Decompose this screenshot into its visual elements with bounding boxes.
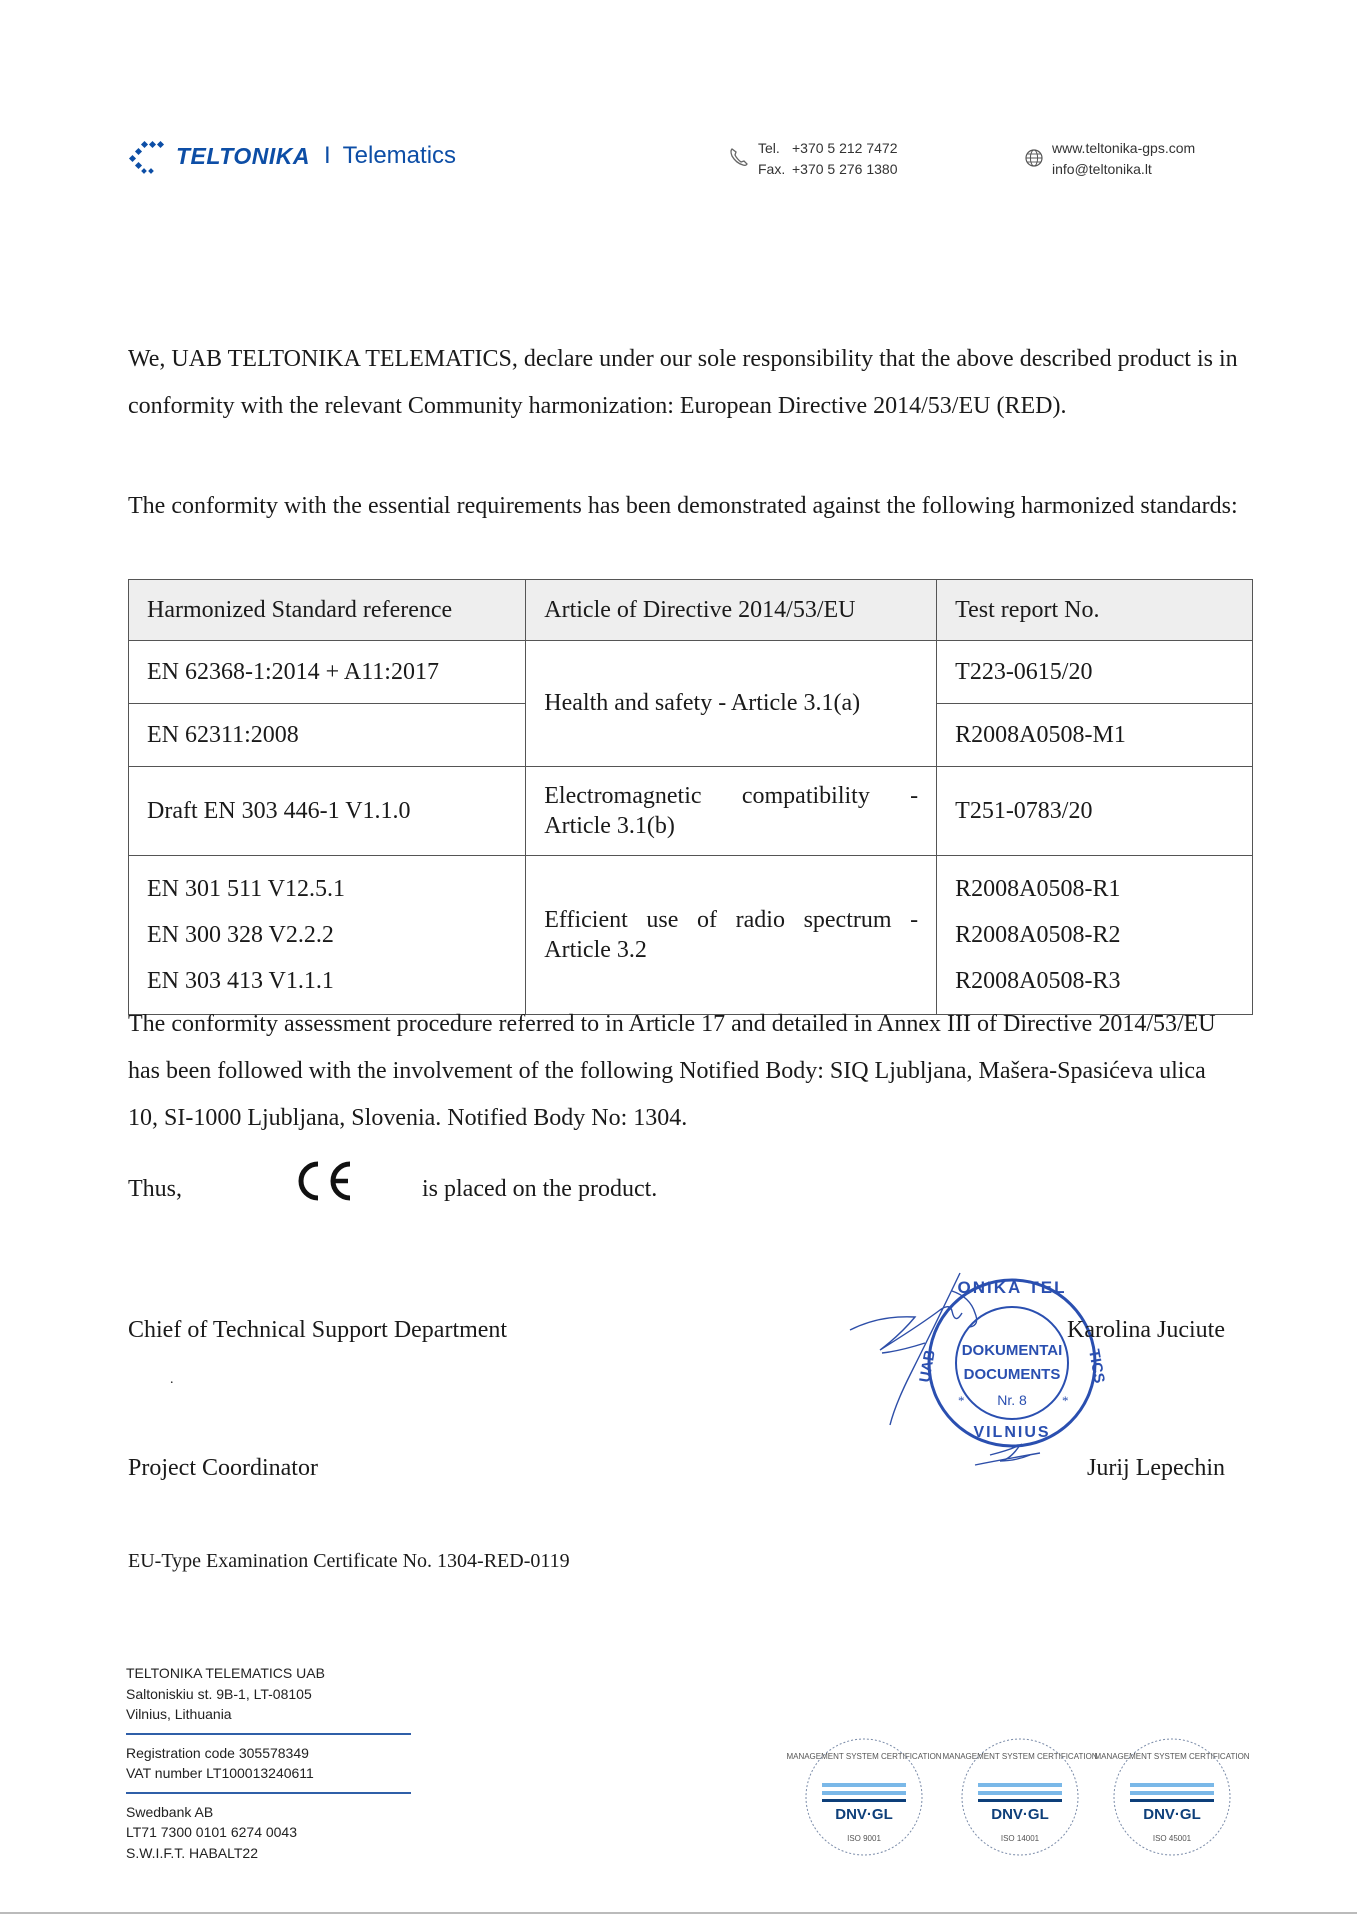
dnv-gl-iso-45001-badge-icon [1094,1733,1250,1861]
placed-on-product-text: is placed on the product. [422,1176,658,1202]
svg-text:Nr. 8: Nr. 8 [997,1392,1027,1408]
globe-icon [1024,148,1044,168]
svg-text:DOCUMENTS: DOCUMENTS [963,1366,1061,1383]
vat-number: VAT number LT100013240611 [126,1765,314,1781]
web-contacts [1024,138,1195,180]
standard-line: EN 300 328 V2.2.2 [147,922,334,948]
report-cell: T251-0783/20 [937,767,1253,856]
company-street: Saltoniskiu st. 9B-1, LT-08105 [126,1685,312,1702]
svg-text:MANAGEMENT SYSTEM CERTIFICATIO: MANAGEMENT SYSTEM CERTIFICATION [1094,1752,1250,1761]
signatory-name: Karolina Juciute [1067,1317,1225,1343]
standard-cell: EN 62368-1:2014 + A11:2017 [129,641,526,704]
company-logo [128,138,456,174]
company-address [126,1663,426,1731]
standard-cell: Draft EN 303 446-1 V1.1.0 [129,767,526,856]
standard-cell [129,856,526,1015]
svg-text:VILNIUS: VILNIUS [973,1424,1051,1441]
table-row [129,641,1253,704]
signature-and-stamp [840,1255,1140,1485]
swift-code: S.W.I.F.T. HABALT22 [126,1844,259,1861]
standard-cell: EN 62311:2008 [129,704,526,767]
dnv-gl-iso-14001-badge-icon [942,1733,1098,1861]
header-article: Article of Directive 2014/53/EU [526,580,937,641]
letterhead [128,132,1233,192]
teltonika-diamond-icon [128,138,174,174]
website-link[interactable]: www.teltonika-gps.com [1052,140,1196,156]
tel-number[interactable]: +370 5 212 7472 [792,140,898,156]
article-cell [526,767,937,856]
thus-text: Thus, [128,1176,182,1202]
standards-intro-paragraph: The conformity with the essential requirements has been demonstrated against the following harmonized standards: [128,493,1238,519]
table-header-row [129,580,1253,641]
ce-mark-icon [288,1156,358,1206]
tel-label: Tel. [758,140,780,156]
bank-account: LT71 7300 0101 6274 0043 [126,1824,298,1840]
harmonized-standards-table [128,579,1253,1015]
svg-text:MANAGEMENT SYSTEM CERTIFICATIO: MANAGEMENT SYSTEM CERTIFICATION [942,1752,1098,1761]
company-footer [126,1663,426,1869]
signatory-role: Chief of Technical Support Department [128,1317,508,1343]
page-bottom-rule [0,1912,1357,1914]
fax-number[interactable]: +370 5 276 1380 [792,161,898,177]
svg-text:DNV·GL: DNV·GL [1143,1806,1201,1823]
footer-divider [126,1733,411,1735]
dnv-gl-iso-9001-badge-icon [786,1733,942,1861]
company-name: TELTONIKA TELEMATICS UAB [126,1665,325,1681]
stray-mark: . [170,1372,174,1387]
svg-text:*: * [1062,1393,1069,1408]
table-row [129,856,1253,1015]
declaration-paragraph: We, UAB TELTONIKA TELEMATICS, declare under our sole responsibility that the above described product is in conformity with the relevant Community harmonization: European Directive 2014/53/EU (RED). [128,346,1238,419]
article-line: Article 3.2 [544,937,647,963]
bank-name: Swedbank AB [126,1803,214,1820]
svg-text:DOKUMENTAI: DOKUMENTAI [961,1342,1063,1359]
certificate-number: EU-Type Examination Certificate No. 1304-RED-0119 [128,1550,570,1572]
article-cell [526,856,937,1015]
brand-separator: I [323,142,331,169]
svg-text:ISO 45001: ISO 45001 [1152,1834,1192,1843]
bank-info [126,1802,426,1870]
phone-contacts [728,138,898,180]
header-test-report: Test report No. [937,580,1253,641]
procedure-paragraph: The conformity assessment procedure referred to in Article 17 and detailed in Annex III of Directive 2014/53/EU has been followed with the involvement of the following Notified Body: SIQ Ljubljana, Mašera-Spasićeva ulica 10, SI-1000 Ljubljana, Slovenia. Notified Body No: 1304. [128,1011,1216,1131]
article-line: Efficient use of radio spectrum - [544,907,919,933]
header-standard-reference: Harmonized Standard reference [129,580,526,641]
report-cell: R2008A0508-M1 [937,704,1253,767]
svg-text:DNV·GL: DNV·GL [991,1806,1049,1823]
article-line: Article 3.1(b) [544,813,675,839]
svg-text:TICS: TICS [1085,1347,1108,1385]
signatory-role: Project Coordinator [128,1455,318,1481]
svg-text:UAB: UAB [916,1348,939,1384]
email-link[interactable]: info@teltonika.lt [1052,161,1152,177]
article-cell: Health and safety - Article 3.1(a) [526,641,937,767]
fax-label: Fax. [758,161,786,177]
registration-code: Registration code 305578349 [126,1744,309,1761]
article-line: Electromagnetic compatibility - [544,783,919,809]
signatory-name: Jurij Lepechin [1087,1455,1225,1481]
footer-divider [126,1792,411,1794]
standard-line: EN 303 413 V1.1.1 [147,968,334,994]
certification-badges [786,1733,1250,1863]
svg-text:MANAGEMENT SYSTEM CERTIFICATIO: MANAGEMENT SYSTEM CERTIFICATION [786,1752,942,1761]
svg-text:*: * [958,1393,965,1408]
table-row [129,767,1253,856]
svg-text:ISO 14001: ISO 14001 [1000,1834,1040,1843]
company-city: Vilnius, Lithuania [126,1706,232,1722]
report-line: R2008A0508-R1 [955,876,1121,902]
svg-text:ONIKA TEL: ONIKA TEL [957,1278,1067,1297]
registration-info [126,1743,426,1790]
report-line: R2008A0508-R3 [955,968,1121,994]
report-line: R2008A0508-R2 [955,922,1121,948]
svg-text:ISO 9001: ISO 9001 [847,1834,881,1843]
brand-name: TELTONIKA [176,142,310,169]
report-cell: T223-0615/20 [937,641,1253,704]
report-cell [937,856,1253,1015]
svg-text:DNV·GL: DNV·GL [835,1806,893,1823]
phone-icon [728,146,750,168]
standard-line: EN 301 511 V12.5.1 [147,876,345,902]
brand-division: Telematics [342,142,457,169]
ce-marking-statement [128,1168,828,1210]
